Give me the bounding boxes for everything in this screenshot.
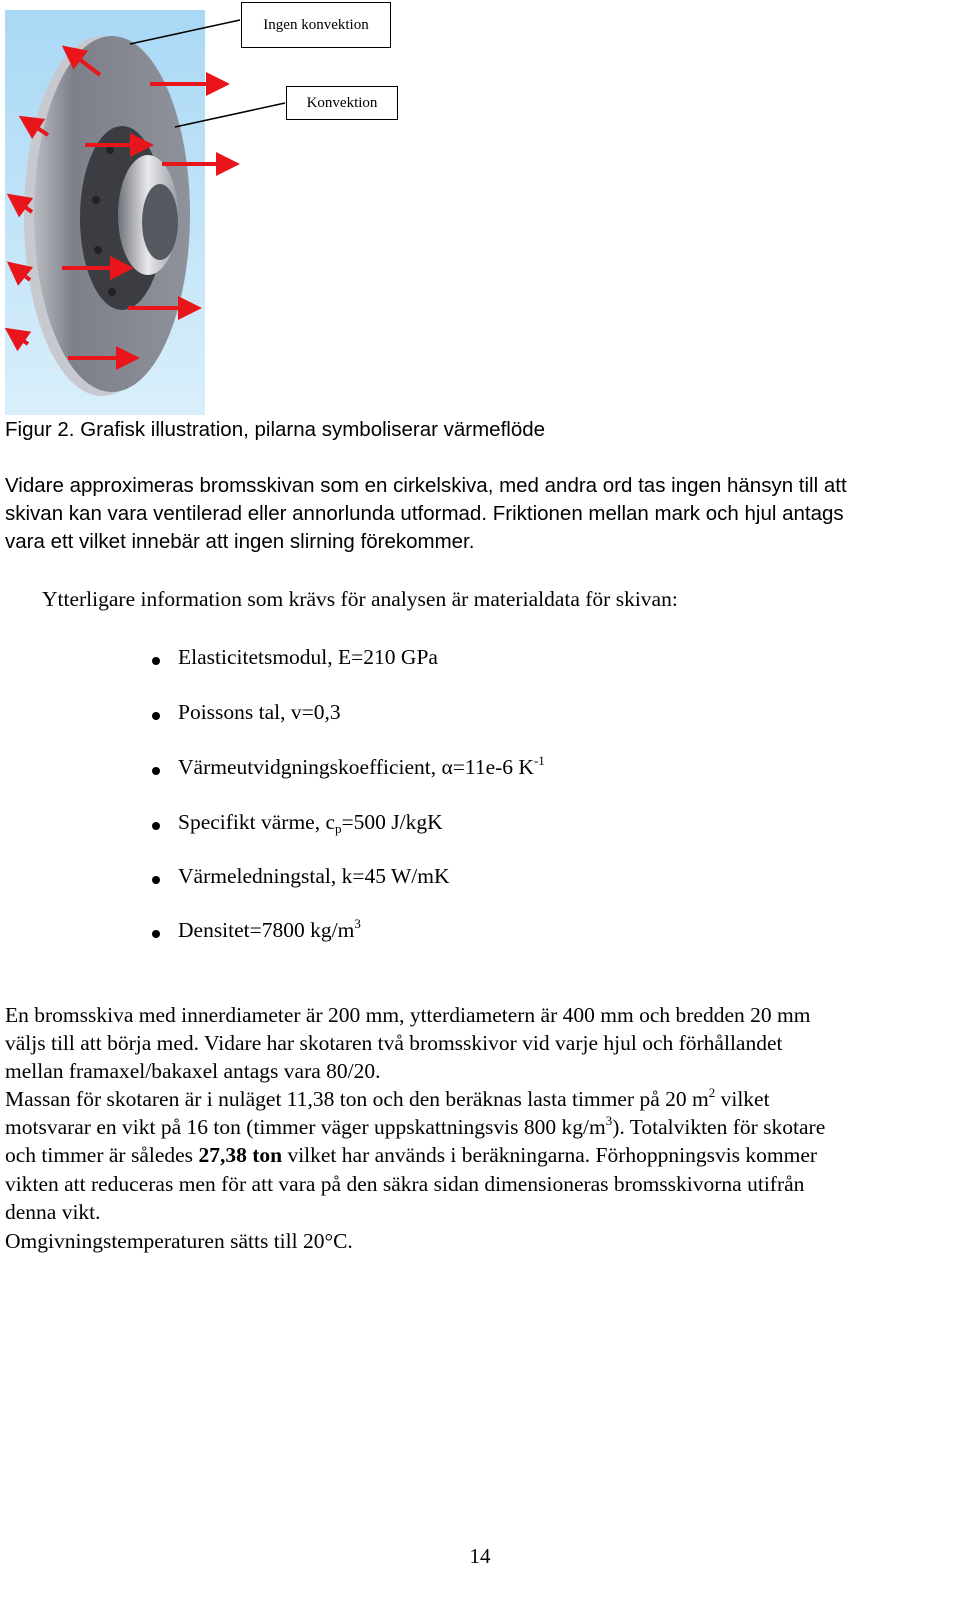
bullet (152, 712, 160, 720)
alpha-symbol: α (441, 755, 453, 779)
paragraph2-line: motsvarar en vikt på 16 ton (timmer väger uppskattningsvis 800 $kg/m^3$). Totalvikten för skotare (5, 1113, 826, 1139)
list-item: Värmeledningstal, k=45 W/mK (178, 864, 450, 888)
list-item: Värmeutvidgningskoefficient, α=11e-6 $K^{-1}$ (178, 753, 545, 779)
list-item: Elasticitetsmodul, E=210 GPa (178, 645, 438, 669)
list-item: Specifikt värme, $c_p=500$ J/kgK (178, 810, 443, 836)
bolt-hole (92, 196, 100, 204)
list-item: Poissons tal, v=0,3 (178, 700, 341, 724)
paragraph2-line: En bromsskiva med innerdiameter är 200 mm, ytterdiametern är 400 mm och bredden 20 mm (5, 1003, 811, 1027)
bolt-hole (108, 288, 116, 296)
callout-no-convection: Ingen konvektion (241, 2, 391, 48)
bullet (152, 767, 160, 775)
paragraph2-line: och timmer är således 27,38 ton vilket har används i beräkningarna. Förhoppningsvis kommer (5, 1143, 818, 1167)
paragraph1-line: vara ett vilket innebär att ingen slirning förekommer. (5, 530, 475, 553)
figure-caption: Figur 2. Grafisk illustration, pilarna symboliserar värmeflöde (5, 418, 546, 441)
list-item: Densitet=7800 $kg/m^3$ (178, 916, 361, 942)
bullet (152, 657, 160, 665)
paragraph2-line: Massan för skotaren är i nuläget 11,38 ton och den beräknas lasta timmer på 20 $m^2$ vilket (5, 1085, 770, 1111)
paragraph2-line: Omgivningstemperaturen sätts till 20°C. (5, 1229, 353, 1253)
total-weight: 27,38 ton (198, 1143, 283, 1167)
figure (0, 0, 960, 425)
callout-convection: Konvektion (286, 86, 398, 120)
paragraph2-line: väljs till att börja med. Vidare har skotaren två bromsskivor vid varje hjul och förhållandet (5, 1031, 783, 1055)
paragraph2-line: mellan framaxel/bakaxel antags vara 80/20. (5, 1059, 381, 1083)
hub-bore (142, 184, 178, 260)
paragraph1-line: Vidare approximeras bromsskivan som en cirkelskiva, med andra ord tas ingen hänsyn till att (5, 474, 847, 497)
bullet (152, 822, 160, 830)
materials-intro: Ytterligare information som krävs för analysen är materialdata för skivan: (42, 587, 678, 611)
paragraph1-line: skivan kan vara ventilerad eller annorlunda utformad. Friktionen mellan mark och hjul antags (5, 502, 844, 525)
bullet (152, 930, 160, 938)
bolt-hole (94, 246, 102, 254)
page-number: 14 (469, 1544, 491, 1568)
brake-disc-illustration (0, 0, 420, 425)
bullet (152, 876, 160, 884)
bolt-hole (106, 146, 114, 154)
paragraph2-line: vikten att reduceras men för att vara på den säkra sidan dimensioneras bromsskivorna utifrån (5, 1172, 805, 1196)
paragraph2-line: denna vikt. (5, 1200, 101, 1224)
